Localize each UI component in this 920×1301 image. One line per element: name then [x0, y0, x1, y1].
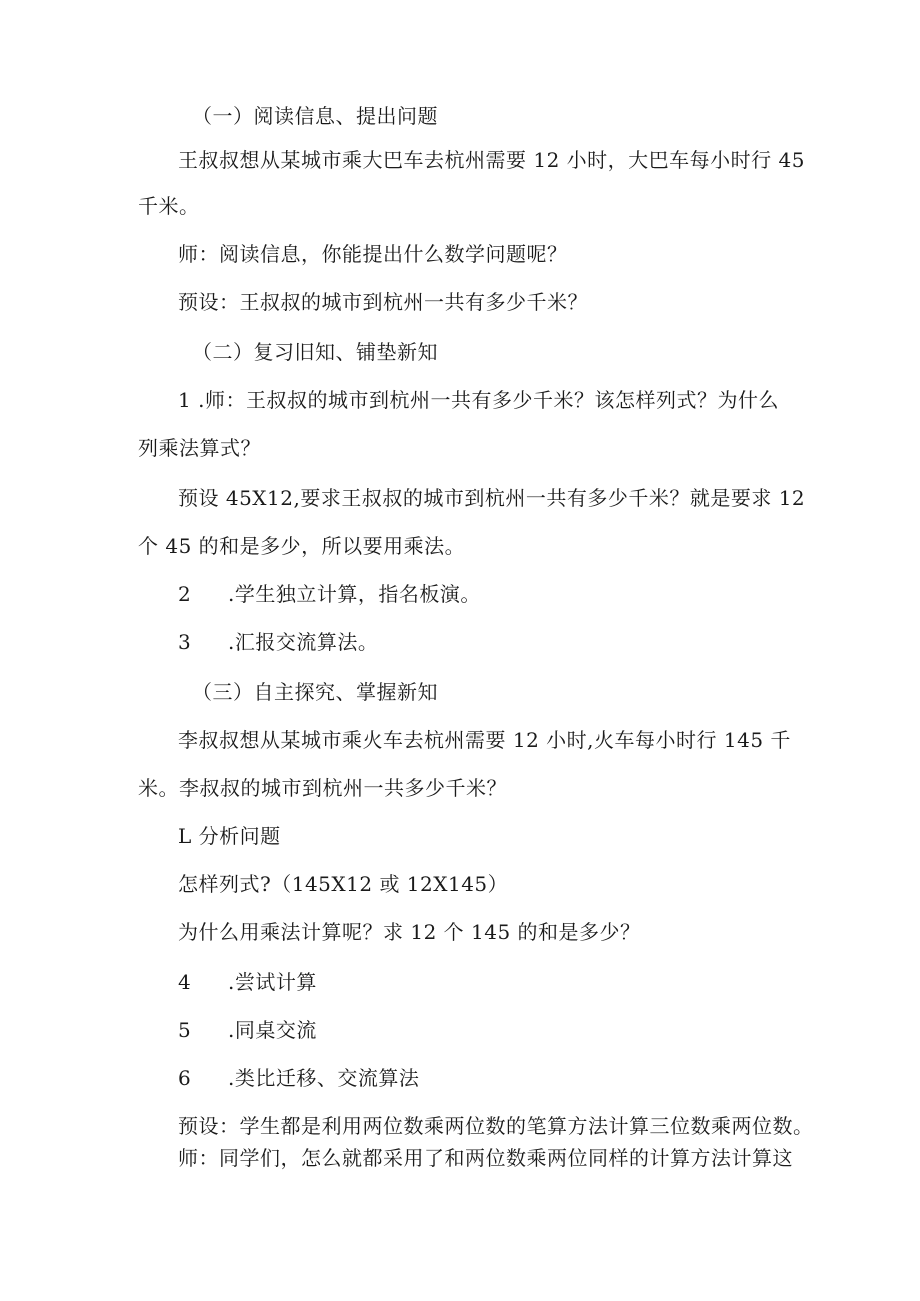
list-item-text: .类比迁移、交流算法 — [228, 1066, 420, 1090]
paragraph-line: 预设：学生都是利用两位数乘两位数的笔算方法计算三位数乘两位数。 — [178, 1114, 814, 1138]
list-item — [178, 1065, 419, 1091]
list-item — [178, 629, 378, 655]
list-item-line: 列乘法算式？ — [138, 436, 261, 460]
section-heading-1: （一）阅读信息、提出问题 — [192, 104, 438, 128]
list-item-text: .尝试计算 — [228, 970, 317, 994]
paragraph-line: 为什么用乘法计算呢？求 12 个 145 的和是多少？ — [178, 920, 641, 944]
list-item-line: 1 .师：王叔叔的城市到杭州一共有多少千米？该怎样列式？为什么 — [178, 388, 779, 412]
list-item — [178, 581, 481, 607]
paragraph-line: L 分析问题 — [178, 824, 281, 848]
list-item-number: 6 — [178, 1066, 192, 1090]
paragraph-line: 预设 45X12,要求王叔叔的城市到杭州一共有多少千米？就是要求 12 — [178, 486, 806, 510]
paragraph-line: 怎样列式?（145X12 或 12X145） — [178, 872, 509, 896]
paragraph-line: 预设：王叔叔的城市到杭州一共有多少千米？ — [178, 290, 588, 314]
list-item-number: 3 — [178, 630, 192, 654]
list-item — [178, 969, 317, 995]
list-item-text: .汇报交流算法。 — [228, 630, 379, 654]
paragraph-line: 米。李叔叔的城市到杭州一共多少千米？ — [138, 776, 507, 800]
paragraph-line: 师：阅读信息，你能提出什么数学问题呢？ — [178, 242, 568, 266]
list-item-text: .同桌交流 — [228, 1018, 317, 1042]
section-heading-2: （二）复习旧知、铺垫新知 — [192, 340, 438, 364]
paragraph-line: 李叔叔想从某城市乘火车去杭州需要 12 小时,火车每小时行 145 千 — [178, 728, 791, 752]
list-item-number: 4 — [178, 970, 192, 994]
paragraph-line: 王叔叔想从某城市乘大巴车去杭州需要 12 小时，大巴车每小时行 45 — [178, 148, 805, 172]
list-item-text: .学生独立计算，指名板演。 — [228, 582, 481, 606]
paragraph-line: 师：同学们，怎么就都采用了和两位数乘两位同样的计算方法计算这 — [178, 1146, 793, 1170]
paragraph-line: 个 45 的和是多少，所以要用乘法。 — [138, 534, 466, 558]
list-item-number: 5 — [178, 1018, 192, 1042]
paragraph-line: 千米。 — [138, 194, 200, 218]
section-heading-3: （三）自主探究、掌握新知 — [192, 680, 438, 704]
list-item-number: 2 — [178, 582, 192, 606]
list-item — [178, 1017, 317, 1043]
